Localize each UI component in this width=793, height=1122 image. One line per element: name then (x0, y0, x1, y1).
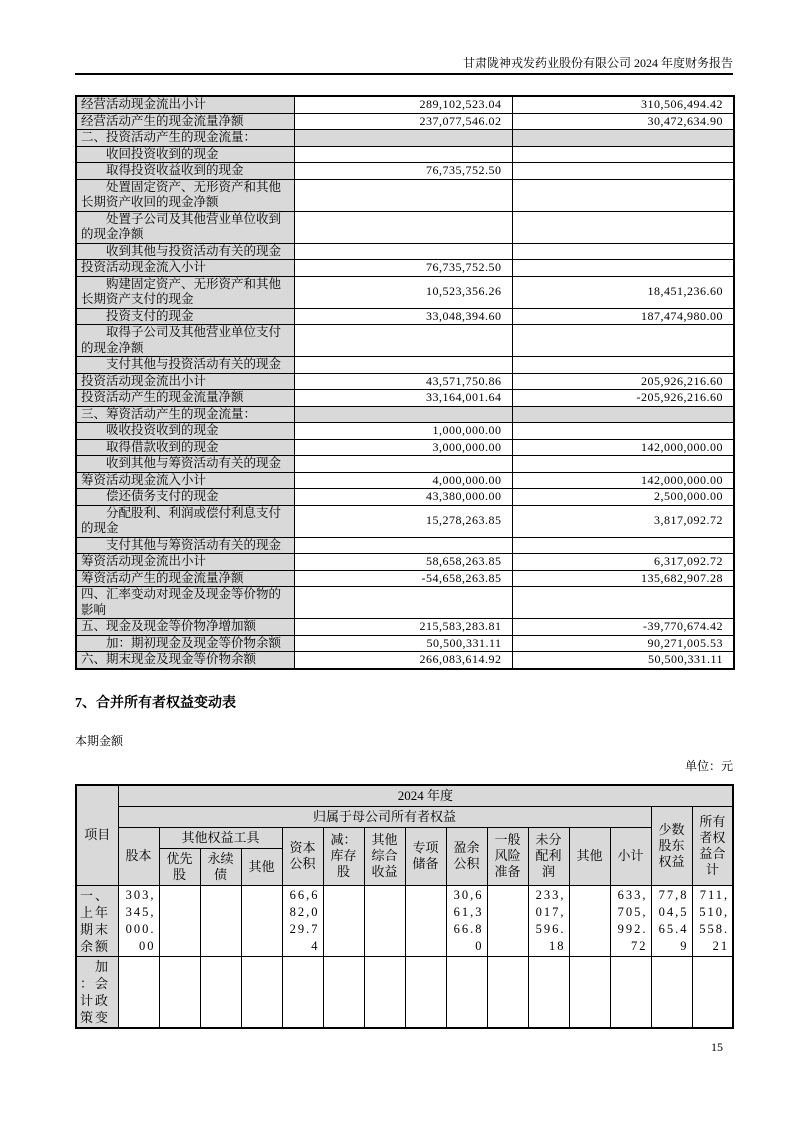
cash-flow-table-row (76, 423, 734, 440)
eq-value-cell: 633,705,992.72 (610, 885, 651, 956)
col-header-less-treasury-stock: 减：库存股 (323, 827, 364, 885)
cash-flow-table-row (76, 163, 734, 180)
cf-prior-period-value: 187,474,980.00 (512, 308, 734, 325)
cf-current-period-value (294, 537, 512, 554)
col-header-retained-profit: 未分配利润 (528, 827, 569, 885)
cf-current-period-value (294, 325, 512, 357)
cf-current-period-value: 15,278,263.85 (294, 505, 512, 537)
cf-prior-period-value: -205,926,216.60 (512, 390, 734, 407)
cf-prior-period-value (512, 211, 734, 243)
col-header-year: 2024 年度 (118, 785, 733, 807)
eq-value-cell (241, 885, 282, 956)
cf-prior-period-value: 30,472,634.90 (512, 113, 734, 130)
cash-flow-table-row (76, 130, 734, 147)
unit-label: 单位：元 (684, 758, 733, 773)
cash-flow-table-row (76, 276, 734, 308)
cash-flow-table-row (76, 570, 734, 587)
cf-current-period-value: -54,658,263.85 (294, 570, 512, 587)
eq-value-cell (569, 956, 610, 1028)
cash-flow-table-row (76, 635, 734, 652)
cash-flow-table-row (76, 308, 734, 325)
eq-value-cell (159, 885, 200, 956)
cf-row-label: 三、筹资活动产生的现金流量： (76, 406, 294, 423)
cf-current-period-value: 43,380,000.00 (294, 489, 512, 506)
cf-current-period-value (294, 130, 512, 147)
cf-current-period-value (294, 146, 512, 163)
col-header-other: 其他 (569, 827, 610, 885)
cash-flow-table-row (76, 146, 734, 163)
cf-prior-period-value (512, 456, 734, 473)
cf-current-period-value (294, 456, 512, 473)
eq-value-cell (323, 885, 364, 956)
cash-flow-table-row (76, 243, 734, 260)
header-divider (75, 73, 733, 75)
cf-row-label: 加：期初现金及现金等价物余额 (76, 635, 294, 652)
cf-current-period-value (294, 243, 512, 260)
cf-row-label: 四、汇率变动对现金及现金等价物的影响 (76, 587, 294, 619)
cash-flow-table-row (76, 439, 734, 456)
cf-prior-period-value: 142,000,000.00 (512, 472, 734, 489)
cf-current-period-value (294, 357, 512, 374)
eq-row-label: 加：会计政策变 (76, 956, 118, 1028)
cf-row-label: 取得子公司及其他营业单位支付的现金净额 (76, 325, 294, 357)
cf-prior-period-value (512, 179, 734, 211)
cf-row-label: 取得借款收到的现金 (76, 439, 294, 456)
cf-row-label: 分配股利、利润或偿付利息支付的现金 (76, 505, 294, 537)
cf-current-period-value: 237,077,546.02 (294, 113, 512, 130)
cf-row-label: 五、现金及现金等价物净增加额 (76, 619, 294, 636)
cf-prior-period-value: 3,817,092.72 (512, 505, 734, 537)
cash-flow-table-row (76, 357, 734, 374)
eq-value-cell (651, 956, 692, 1028)
cf-row-label: 六、期末现金及现金等价物余额 (76, 652, 294, 669)
cf-current-period-value: 1,000,000.00 (294, 423, 512, 440)
equity-header-row-2 (76, 806, 733, 827)
eq-value-cell (610, 956, 651, 1028)
eq-value-cell: 711,510,558.21 (692, 885, 733, 956)
eq-value-cell (159, 956, 200, 1028)
cf-prior-period-value: 90,271,005.53 (512, 635, 734, 652)
cf-row-label: 处置子公司及其他营业单位收到的现金净额 (76, 211, 294, 243)
cash-flow-table-row (76, 489, 734, 506)
col-header-capital-reserve: 资本公积 (282, 827, 323, 885)
col-header-parent-group: 归属于母公司所有者权益 (118, 806, 651, 827)
col-header-subtotal: 小计 (610, 827, 651, 885)
cf-row-label: 经营活动现金流出小计 (76, 96, 294, 113)
cf-row-label: 投资活动现金流入小计 (76, 260, 294, 277)
cf-current-period-value (294, 406, 512, 423)
page-content (75, 0, 733, 1029)
col-header-surplus-reserve: 盈余公积 (446, 827, 487, 885)
cf-prior-period-value (512, 587, 734, 619)
eq-value-cell (323, 956, 364, 1028)
cf-prior-period-value (512, 243, 734, 260)
cf-row-label: 筹资活动现金流入小计 (76, 472, 294, 489)
cf-prior-period-value (512, 325, 734, 357)
cf-row-label: 经营活动产生的现金流量净额 (76, 113, 294, 130)
cash-flow-table-row (76, 406, 734, 423)
col-header-preferred-shares: 优先股 (159, 848, 200, 885)
col-header-oci: 其他综合收益 (364, 827, 405, 885)
eq-value-cell (118, 956, 159, 1028)
col-header-total-equity: 所有者权益合计 (692, 806, 733, 885)
cash-flow-table-row (76, 652, 734, 669)
eq-value-cell (364, 956, 405, 1028)
eq-value-cell: 77,804,565.49 (651, 885, 692, 956)
cash-flow-table-row (76, 456, 734, 473)
cf-row-label: 二、投资活动产生的现金流量： (76, 130, 294, 147)
cf-prior-period-value (512, 537, 734, 554)
cf-prior-period-value: 310,506,494.42 (512, 96, 734, 113)
cash-flow-table-row (76, 260, 734, 277)
cash-flow-table-row (76, 390, 734, 407)
eq-value-cell: 233,017,596.18 (528, 885, 569, 956)
col-header-share-capital: 股本 (118, 827, 159, 885)
cash-flow-table-row (76, 113, 734, 130)
cf-prior-period-value: -39,770,674.42 (512, 619, 734, 636)
cf-row-label: 投资活动产生的现金流量净额 (76, 390, 294, 407)
cf-row-label: 收到其他与投资活动有关的现金 (76, 243, 294, 260)
equity-header-row-1 (76, 785, 733, 807)
eq-value-cell (528, 956, 569, 1028)
cf-row-label: 投资活动现金流出小计 (76, 373, 294, 390)
cf-prior-period-value: 142,000,000.00 (512, 439, 734, 456)
cf-row-label: 取得投资收益收到的现金 (76, 163, 294, 180)
running-header: 甘肃陇神戎发药业股份有限公司 2024 年度财务报告 (462, 56, 733, 70)
col-header-general-risk-reserve: 一般风险准备 (487, 827, 528, 885)
cf-prior-period-value (512, 130, 734, 147)
equity-table-row (76, 885, 733, 956)
cf-current-period-value: 266,083,614.92 (294, 652, 512, 669)
cf-current-period-value: 10,523,356.26 (294, 276, 512, 308)
eq-row-label: 一、上年期末余额 (76, 885, 118, 956)
section-heading: 7、合并所有者权益变动表 (75, 695, 236, 711)
cf-current-period-value (294, 211, 512, 243)
cash-flow-table-row (76, 96, 734, 113)
cf-current-period-value: 215,583,283.81 (294, 619, 512, 636)
cf-current-period-value: 76,735,752.50 (294, 260, 512, 277)
cf-current-period-value: 50,500,331.11 (294, 635, 512, 652)
cash-flow-statement-table (75, 95, 735, 670)
cf-row-label: 偿还债务支付的现金 (76, 489, 294, 506)
page-number: 15 (711, 1040, 723, 1054)
eq-value-cell (692, 956, 733, 1028)
eq-value-cell (200, 956, 241, 1028)
cf-prior-period-value (512, 146, 734, 163)
cf-prior-period-value (512, 423, 734, 440)
eq-value-cell (487, 956, 528, 1028)
cf-current-period-value (294, 179, 512, 211)
equity-header-row-3 (76, 827, 733, 848)
cf-prior-period-value: 50,500,331.11 (512, 652, 734, 669)
cash-flow-table-row (76, 505, 734, 537)
cf-prior-period-value (512, 163, 734, 180)
cf-current-period-value: 33,164,001.64 (294, 390, 512, 407)
cf-row-label: 投资支付的现金 (76, 308, 294, 325)
cf-current-period-value: 33,048,394.60 (294, 308, 512, 325)
cf-prior-period-value (512, 357, 734, 374)
cf-current-period-value: 43,571,750.86 (294, 373, 512, 390)
cf-current-period-value: 4,000,000.00 (294, 472, 512, 489)
cash-flow-table-row (76, 179, 734, 211)
eq-value-cell (364, 885, 405, 956)
cash-flow-table-row (76, 537, 734, 554)
cf-row-label: 支付其他与筹资活动有关的现金 (76, 537, 294, 554)
col-header-perpetual-bonds: 永续债 (200, 848, 241, 885)
cash-flow-table-row (76, 472, 734, 489)
col-header-other-instrument: 其他 (241, 848, 282, 885)
cf-row-label: 筹资活动产生的现金流量净额 (76, 570, 294, 587)
period-subtitle: 本期金额 (75, 733, 124, 748)
eq-value-cell (241, 956, 282, 1028)
col-header-special-reserve: 专项储备 (405, 827, 446, 885)
cash-flow-table-row (76, 373, 734, 390)
eq-value-cell (569, 885, 610, 956)
cf-prior-period-value: 18,451,236.60 (512, 276, 734, 308)
col-header-item: 项目 (76, 785, 118, 886)
cf-prior-period-value: 6,317,092.72 (512, 554, 734, 571)
cf-row-label: 购建固定资产、无形资产和其他长期资产支付的现金 (76, 276, 294, 308)
col-header-minority-interest: 少数股东权益 (651, 806, 692, 885)
cf-prior-period-value: 135,682,907.28 (512, 570, 734, 587)
eq-value-cell (200, 885, 241, 956)
equity-change-table (75, 784, 734, 1029)
cash-flow-table-row (76, 619, 734, 636)
cf-row-label: 支付其他与投资活动有关的现金 (76, 357, 294, 374)
eq-value-cell (446, 956, 487, 1028)
cf-current-period-value: 3,000,000.00 (294, 439, 512, 456)
cf-current-period-value (294, 587, 512, 619)
col-header-other-equity-instruments: 其他权益工具 (159, 827, 282, 848)
cf-prior-period-value (512, 406, 734, 423)
eq-value-cell (487, 885, 528, 956)
cf-row-label: 处置固定资产、无形资产和其他长期资产收回的现金净额 (76, 179, 294, 211)
equity-table-row (76, 956, 733, 1028)
eq-value-cell: 30,661,366.80 (446, 885, 487, 956)
cf-current-period-value: 289,102,523.04 (294, 96, 512, 113)
cash-flow-table-row (76, 325, 734, 357)
cf-row-label: 收到其他与筹资活动有关的现金 (76, 456, 294, 473)
eq-value-cell (282, 956, 323, 1028)
cf-current-period-value: 58,658,263.85 (294, 554, 512, 571)
eq-value-cell: 303,345,000.00 (118, 885, 159, 956)
cash-flow-table-row (76, 554, 734, 571)
cf-row-label: 收回投资收到的现金 (76, 146, 294, 163)
eq-value-cell (405, 956, 446, 1028)
cash-flow-table-row (76, 211, 734, 243)
eq-value-cell: 66,682,029.74 (282, 885, 323, 956)
cf-prior-period-value: 205,926,216.60 (512, 373, 734, 390)
cf-prior-period-value: 2,500,000.00 (512, 489, 734, 506)
cf-prior-period-value (512, 260, 734, 277)
cash-flow-table-row (76, 587, 734, 619)
eq-value-cell (405, 885, 446, 956)
cf-row-label: 吸收投资收到的现金 (76, 423, 294, 440)
cf-row-label: 筹资活动现金流出小计 (76, 554, 294, 571)
cf-current-period-value: 76,735,752.50 (294, 163, 512, 180)
